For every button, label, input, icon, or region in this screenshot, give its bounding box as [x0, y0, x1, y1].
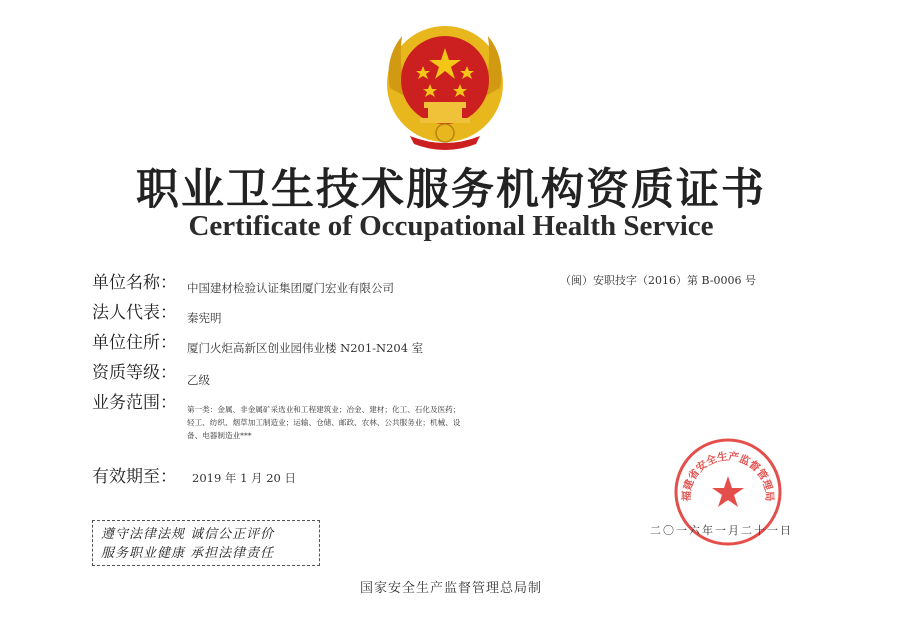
certificate-title-cn: 职业卫生技术服务机构资质证书 — [136, 165, 766, 215]
certificate-number: （闽）安职技字（2016）第 B-0006 号 — [560, 274, 756, 287]
validity-value: 2019 年 1 月 20 日 — [192, 471, 296, 485]
validity-label: 有效期至： — [92, 467, 177, 487]
issuer-name: 国家安全生产监督管理总局制 — [359, 581, 542, 596]
legal-rep-value: 秦宪明 — [187, 311, 222, 325]
unit-name-value: 中国建材检验认证集团厦门宏业有限公司 — [187, 281, 394, 295]
seal-text: 福建省安全生产监督管理局 — [680, 450, 776, 502]
scope-value: 第一类：金属、非金属矿采选业和工程建筑业；冶金、建材；化工、石化及医药；轻工、纺织、烟草加工制造业；运输、仓储、邮政、农林、公共服务业；机械、设备、电器制造业*** — [187, 405, 461, 440]
address-label: 单位住所： — [92, 333, 177, 353]
motto-line-1: 遵守法律法规 诚信公正评价 — [101, 527, 275, 542]
grade-value: 乙级 — [187, 373, 210, 387]
issue-date: 二〇一六年一月二十一日 — [650, 524, 793, 537]
legal-rep-label: 法人代表： — [92, 303, 177, 323]
motto-line-2: 服务职业健康 承担法律责任 — [101, 546, 275, 561]
national-emblem-icon — [380, 18, 510, 156]
grade-label: 资质等级： — [92, 363, 177, 383]
address-value: 厦门火炬高新区创业园伟业楼 N201-N204 室 — [187, 341, 424, 355]
motto-box — [92, 520, 320, 566]
scope-label: 业务范围： — [92, 393, 177, 413]
certificate-title-en: Certificate of Occupational Health Service — [188, 210, 714, 242]
unit-name-label: 单位名称： — [92, 273, 177, 293]
